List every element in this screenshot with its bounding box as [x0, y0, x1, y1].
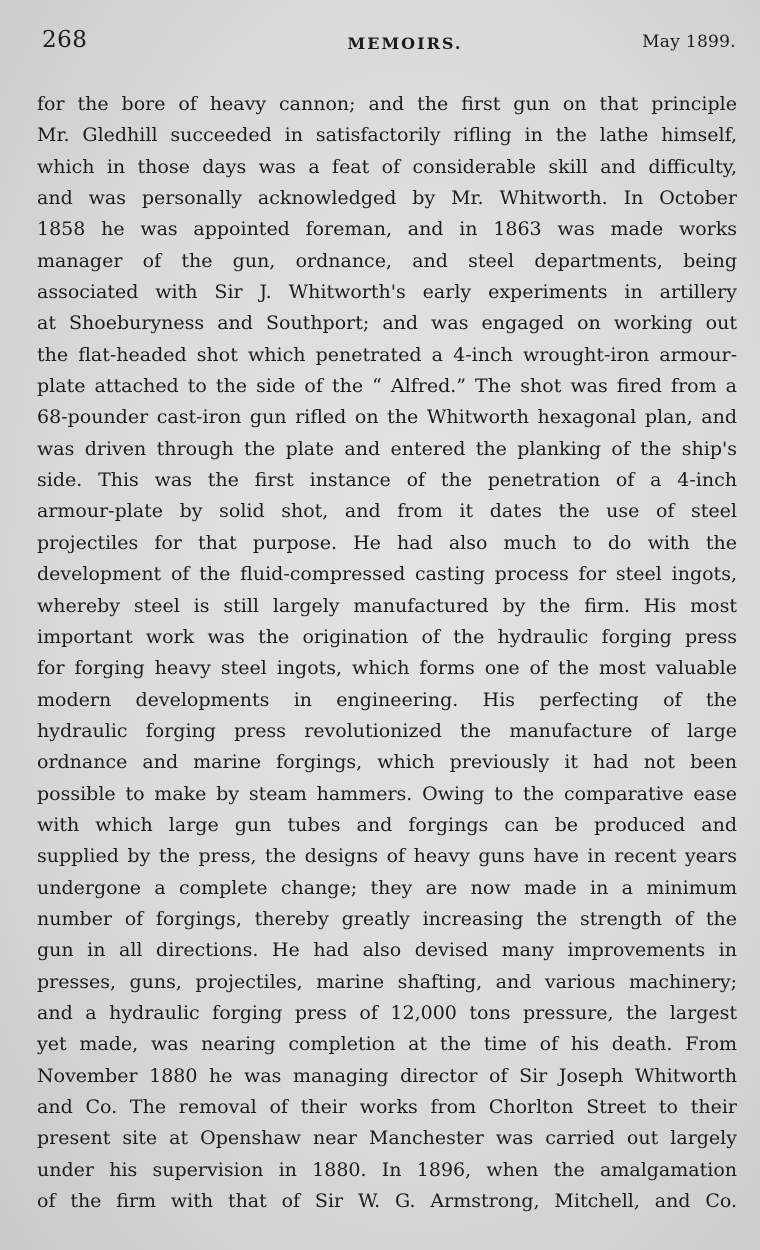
text-line: at Shoeburyness and Southport; and was engaged on working out: [37, 312, 737, 335]
text-line: plate attached to the side of the “ Alfred.” The shot was fired from a: [37, 375, 737, 398]
text-line: supplied by the press, the designs of heavy guns have in recent years: [37, 845, 737, 868]
page-header: [42, 22, 738, 62]
text-line: and was personally acknowledged by Mr. Whitworth. In October: [37, 187, 737, 210]
text-line: of the firm with that of Sir W. G. Armstrong, Mitchell, and Co.: [37, 1190, 737, 1213]
text-line: under his supervision in 1880. In 1896, when the amalgamation: [37, 1158, 737, 1181]
text-line: yet made, was nearing completion at the time of his death. From: [37, 1033, 737, 1056]
text-line: armour-plate by solid shot, and from it dates the use of steel: [37, 500, 737, 523]
text-line: manager of the gun, ordnance, and steel departments, being: [37, 249, 737, 272]
text-line: projectiles for that purpose. He had also much to do with the: [37, 531, 737, 554]
text-line: was driven through the plate and entered the planking of the ship's: [37, 437, 737, 460]
text-line: November 1880 he was managing director of Sir Joseph Whitworth: [37, 1064, 737, 1087]
text-line: the flat-headed shot which penetrated a 4-inch wrought-iron armour-: [37, 343, 737, 366]
text-line: for the bore of heavy cannon; and the first gun on that principle: [37, 93, 737, 115]
text-line: development of the fluid-compressed casting process for steel ingots,: [37, 563, 737, 586]
text-line: which in those days was a feat of considerable skill and difficulty,: [37, 155, 737, 178]
text-line: 1858 he was appointed foreman, and in 1863 was made works: [37, 218, 737, 241]
text-line: hydraulic forging press revolutionized the manufacture of large: [37, 719, 737, 742]
text-line: present site at Openshaw near Manchester was carried out largely: [37, 1127, 737, 1150]
text-line: presses, guns, projectiles, marine shafting, and various machinery;: [37, 970, 737, 993]
text-line: gun in all directions. He had also devised many improvements in: [37, 939, 737, 962]
text-line: undergone a complete change; they are now made in a minimum: [37, 876, 737, 899]
text-line: whereby steel is still largely manufactured by the firm. His most: [37, 594, 737, 617]
body-text: [37, 89, 737, 1217]
text-line: Mr. Gledhill succeeded in satisfactorily rifling in the lathe himself,: [37, 124, 737, 147]
text-line: 68-pounder cast-iron gun rifled on the Whitworth hexagonal plan, and: [37, 406, 737, 429]
text-line: ordnance and marine forgings, which previously it had not been: [37, 751, 737, 774]
text-line: and a hydraulic forging press of 12,000 tons pressure, the largest: [37, 1001, 737, 1024]
text-line: number of forgings, thereby greatly increasing the strength of the: [37, 907, 737, 930]
text-line: associated with Sir J. Whitworth's early experiments in artillery: [37, 281, 737, 304]
running-head: MEMOIRS.: [347, 34, 463, 53]
header-date: May 1899.: [642, 32, 736, 52]
text-line: side. This was the first instance of the penetration of a 4-inch: [37, 469, 737, 492]
text-line: for forging heavy steel ingots, which forms one of the most valuable: [37, 657, 737, 680]
text-line: possible to make by steam hammers. Owing to the comparative ease: [37, 782, 737, 805]
text-line: and Co. The removal of their works from Chorlton Street to their: [37, 1096, 737, 1118]
text-line: with which large gun tubes and forgings can be produced and: [37, 813, 737, 836]
text-line: important work was the origination of the hydraulic forging press: [37, 625, 737, 648]
text-line: modern developments in engineering. His perfecting of the: [37, 688, 737, 711]
page-number: 268: [42, 27, 88, 53]
